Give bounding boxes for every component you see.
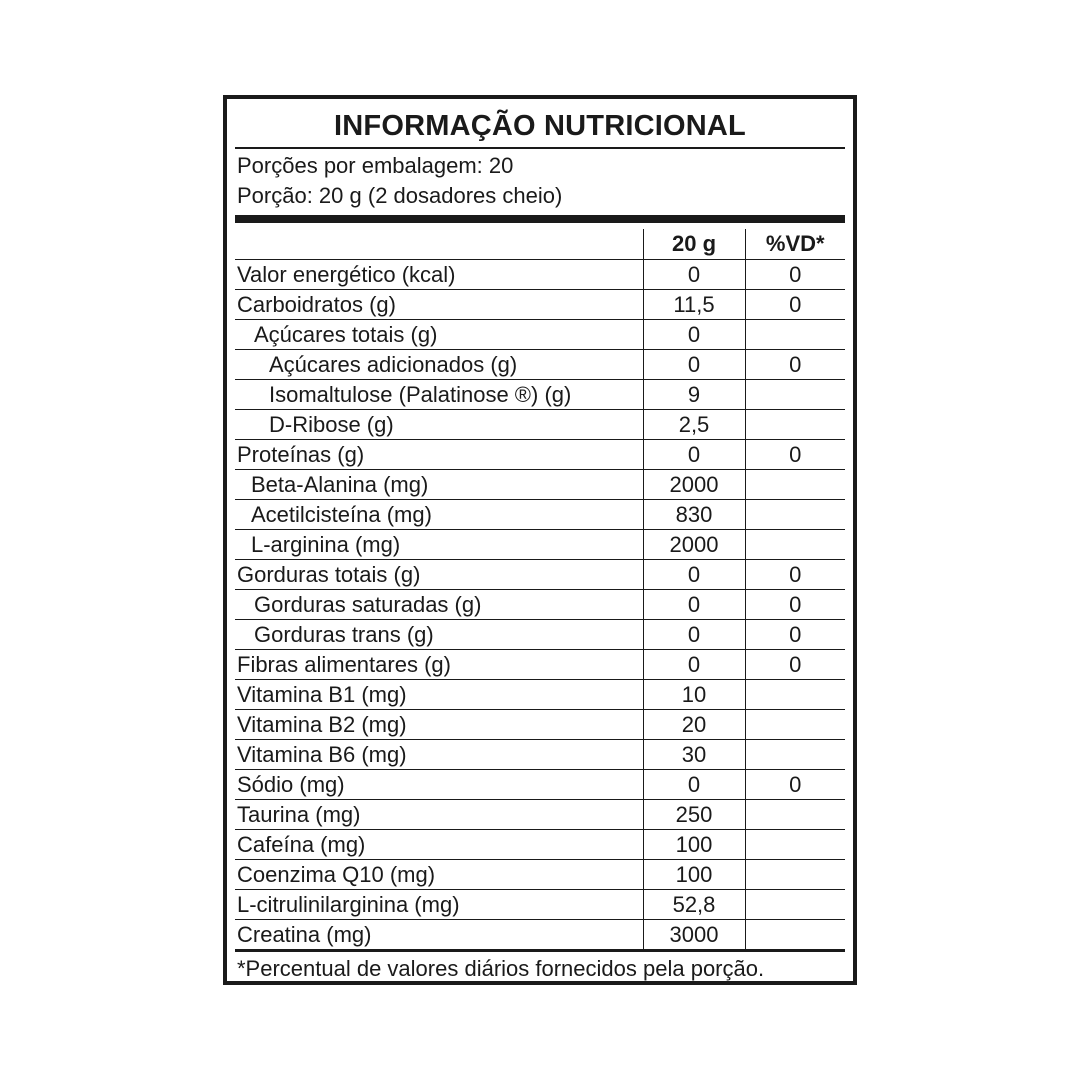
nutrient-value: 0	[643, 649, 745, 679]
nutrient-value: 100	[643, 859, 745, 889]
table-row	[235, 679, 845, 709]
table-row	[235, 439, 845, 469]
serving-size: Porção: 20 g (2 dosadores cheio)	[237, 183, 563, 208]
table-row	[235, 469, 845, 499]
nutrient-daily-value: 0	[745, 649, 845, 679]
table-header-row	[235, 229, 845, 259]
nutrient-daily-value: 0	[745, 289, 845, 319]
nutrient-value: 830	[643, 499, 745, 529]
header-daily-value: %VD*	[745, 229, 845, 259]
nutrient-daily-value	[745, 529, 845, 559]
nutrient-value: 0	[643, 259, 745, 289]
nutrient-daily-value	[745, 499, 845, 529]
nutrient-name: Vitamina B2 (mg)	[235, 709, 643, 739]
nutrient-name: Coenzima Q10 (mg)	[235, 859, 643, 889]
footnote: *Percentual de valores diários fornecidos pela porção.	[237, 956, 765, 981]
nutrient-daily-value: 0	[745, 769, 845, 799]
nutrient-daily-value	[745, 889, 845, 919]
nutrient-name: Proteínas (g)	[235, 439, 643, 469]
nutrient-daily-value	[745, 919, 845, 949]
nutrient-name: L-arginina (mg)	[235, 529, 643, 559]
nutrient-value: 10	[643, 679, 745, 709]
nutrient-name: Isomaltulose (Palatinose ®) (g)	[235, 379, 643, 409]
nutrient-value: 100	[643, 829, 745, 859]
nutrient-daily-value	[745, 469, 845, 499]
table-row	[235, 859, 845, 889]
nutrient-name: Gorduras saturadas (g)	[235, 589, 643, 619]
nutrient-daily-value	[745, 409, 845, 439]
nutrient-daily-value: 0	[745, 439, 845, 469]
nutrient-value: 0	[643, 769, 745, 799]
nutrient-value: 3000	[643, 919, 745, 949]
table-row	[235, 799, 845, 829]
nutrient-value: 20	[643, 709, 745, 739]
table-row	[235, 289, 845, 319]
table-row	[235, 559, 845, 589]
nutrient-daily-value: 0	[745, 259, 845, 289]
thick-divider	[235, 215, 845, 223]
nutrient-name: Taurina (mg)	[235, 799, 643, 829]
table-row	[235, 379, 845, 409]
nutrient-name: Acetilcisteína (mg)	[235, 499, 643, 529]
nutrient-daily-value	[745, 799, 845, 829]
nutrient-value: 2000	[643, 529, 745, 559]
nutrient-daily-value	[745, 319, 845, 349]
nutrient-daily-value: 0	[745, 559, 845, 589]
nutrient-daily-value: 0	[745, 589, 845, 619]
servings-per-package: Porções por embalagem: 20	[237, 153, 514, 178]
table-row	[235, 739, 845, 769]
nutrient-name: Vitamina B1 (mg)	[235, 679, 643, 709]
nutrient-value: 0	[643, 619, 745, 649]
nutrient-daily-value	[745, 679, 845, 709]
nutrient-value: 2,5	[643, 409, 745, 439]
nutrient-value: 0	[643, 319, 745, 349]
nutrient-value: 0	[643, 589, 745, 619]
table-row	[235, 919, 845, 949]
nutrient-name: Creatina (mg)	[237, 921, 372, 947]
nutrient-value: 30	[643, 739, 745, 769]
nutrient-name: Valor energético (kcal)	[235, 259, 643, 289]
nutrient-name: D-Ribose (g)	[235, 409, 643, 439]
nutrient-name: Vitamina B6 (mg)	[235, 739, 643, 769]
nutrient-daily-value	[745, 709, 845, 739]
nutrient-daily-value	[745, 829, 845, 859]
nutrient-name: L-citrulinilarginina (mg)	[235, 889, 643, 919]
nutrient-daily-value	[745, 859, 845, 889]
nutrient-name: Açúcares adicionados (g)	[235, 349, 643, 379]
nutrient-name: Sódio (mg)	[235, 769, 643, 799]
nutrient-value: 11,5	[643, 289, 745, 319]
table-row	[235, 649, 845, 679]
nutrient-name: Carboidratos (g)	[235, 289, 643, 319]
table-row	[235, 499, 845, 529]
nutrient-value: 2000	[643, 469, 745, 499]
table-row	[235, 259, 845, 289]
nutrient-daily-value	[745, 739, 845, 769]
nutrient-name: Gorduras totais (g)	[235, 559, 643, 589]
nutrient-name: Cafeína (mg)	[235, 829, 643, 859]
table-row	[235, 889, 845, 919]
nutrient-name: Beta-Alanina (mg)	[235, 469, 643, 499]
nutrient-value: 0	[643, 349, 745, 379]
table-row	[235, 769, 845, 799]
table-row	[235, 829, 845, 859]
nutrient-value: 9	[643, 379, 745, 409]
nutrient-value: 250	[643, 799, 745, 829]
nutrient-name: Fibras alimentares (g)	[235, 649, 643, 679]
table-row	[235, 619, 845, 649]
nutrient-name: Gorduras trans (g)	[235, 619, 643, 649]
nutrition-table	[235, 229, 845, 949]
table-row	[235, 319, 845, 349]
label-content	[235, 99, 845, 981]
table-row	[235, 529, 845, 559]
nutrient-name: Açúcares totais (g)	[235, 319, 643, 349]
nutrient-value: 0	[643, 559, 745, 589]
table-row	[235, 709, 845, 739]
table-row	[235, 349, 845, 379]
header-nutrient	[235, 229, 643, 259]
nutrient-value: 0	[643, 439, 745, 469]
serving-info	[235, 149, 845, 215]
header-portion: 20 g	[643, 229, 745, 259]
table-row	[235, 589, 845, 619]
table-row	[235, 409, 845, 439]
nutrient-daily-value	[745, 379, 845, 409]
nutrient-value: 52,8	[643, 889, 745, 919]
nutrient-daily-value: 0	[745, 619, 845, 649]
nutrition-facts-label	[223, 95, 857, 985]
nutrient-daily-value: 0	[745, 349, 845, 379]
label-title: INFORMAÇÃO NUTRICIONAL	[235, 99, 845, 149]
